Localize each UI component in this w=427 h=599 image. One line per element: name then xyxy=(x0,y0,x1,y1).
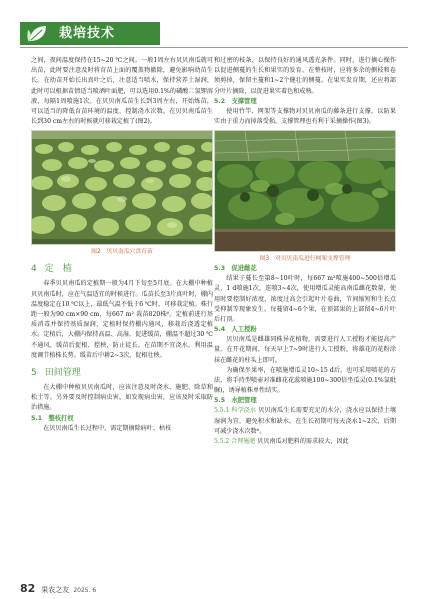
subsection-5-3-title: 5.3 促进雌花 xyxy=(214,265,257,273)
section-5-heading xyxy=(31,366,213,380)
figure-3-trellis-photo xyxy=(214,130,396,252)
journal-issue: 2025. 6 xyxy=(73,587,97,594)
section-4-title: 定 植 xyxy=(44,264,72,275)
figure-2-caption: 图2 贝贝南瓜穴盘育苗 xyxy=(91,249,153,256)
left-paragraph-1: 之间，夜间温度保持在15~20 ℃之间。一般1周左右贝贝南瓜就可出苗，此时要注意及时将育苗上面的覆盖物撤除，避免影响幼苗生长。在幼苗开始长出真叶之后，注意适当喷水，保持营养土湿润，此时可以根据苗情适当喷洒叶面肥，可以选用0.1%的磷酸二氢钾溶液，每隔1周喷施1次。在贝贝南瓜苗生长到3周左右，开始炼苗，可以适当的降低育苗环境的温度，控制浇水次数。在贝贝南瓜苗生长到30 cm左右的时候就可移栽定植了(图2)。 xyxy=(31,57,213,126)
left-column xyxy=(31,56,213,434)
section-header-title: 栽培技术 xyxy=(59,26,116,41)
subsection-5-5-1-title: 科学浇水 xyxy=(231,407,257,415)
subsection-5-1-title: 5.1 整枝打杈 xyxy=(31,414,74,422)
page-header xyxy=(0,0,427,52)
trellis-greenhouse-image xyxy=(215,131,396,252)
right-paragraph-6 xyxy=(214,406,396,437)
seedling-tray-image xyxy=(32,131,213,245)
right-paragraph-4: 贝贝南瓜是雌雄同株异花植物，需要进行人工授粉才能提高产量。在开花期间，每天早上7~9时进行人工授粉，将雄花的花粉涂抹在雌花的柱头上即可。 xyxy=(214,336,396,364)
subsection-5-5-2-text: 贝贝南瓜对肥料的需求较大，因此 xyxy=(257,438,349,446)
left-paragraph-3: 在大棚中种植贝贝南瓜时，应该注意及时浇水、施肥、除草和松土等。另外要及时控制病虫害，如发现病虫害，应该及时采取防治措施。 xyxy=(31,384,213,412)
right-paragraph-7 xyxy=(214,437,396,447)
section-4-heading xyxy=(31,262,213,276)
page-footer xyxy=(20,577,96,596)
subsection-5-4-title: 5.4 人工授粉 xyxy=(214,326,257,334)
subsection-5-2-title: 5.2 支撑管理 xyxy=(214,97,257,105)
subsection-5-5-title: 5.5 水肥管理 xyxy=(214,397,257,405)
section-5-number: 5 xyxy=(31,368,37,379)
subsection-5-5-1-text: 贝贝南瓜生长需要充足的水分，浇水应以保持土壤湿润为宜，避免积水和缺水。在生长初期可每天浇水1~2次，后期可减少浇水次数⁶。 xyxy=(214,407,397,435)
figure-2-seedlings-photo xyxy=(31,130,213,245)
subsection-5-5-1-number: 5.5.1 xyxy=(214,407,230,415)
right-paragraph-1: 和过密的枝条，以保持良好的通风透光条件。同时，进行摘心操作以促进侧蔓的生长和果实的发育。在整枝时，应将多余的侧枝和卷须剪掉，保留主蔓和1~2个健壮的侧蔓。在果实发育期，还应将部分叶片摘除，以促进果实着色和成熟。 xyxy=(214,57,396,95)
subsection-5-5-2-title: 合理施肥 xyxy=(231,438,256,446)
figure-3-caption: 图3 对贝贝南瓜进行网架支撑管理 xyxy=(259,256,351,263)
right-paragraph-3: 结果子蔓长至第8~10叶时，每667 m²喷施400~500倍增瓜灵，1 d喷施1次，连喷3~4次，使用增瓜灵能高南瓜雌花数量，使用时要控制好浓度，浓度过高会引起叶片卷曲，节间缩短和生长点受抑制等现象发生。每蔓留4~6个果，在顶部果的上部留4~6片叶后打顶。 xyxy=(214,275,396,324)
right-paragraph-5: 为确保坐果率，在喷施增瓜灵10~15 d后，也可采用喷花的方法，将手持型喷壶对准雌花花蕊喷施100~300倍坐瓜灵(0.1%氯吡脲)，诱导植株单性结实。 xyxy=(214,366,396,395)
page-number: 82 xyxy=(20,582,36,595)
right-paragraph-2: 使用竹竿、网架等支撑物对贝贝南瓜的藤条进行支撑，以防果实由于重力而掉落受损。支撑管理也有利于采摘操作(图3)。 xyxy=(214,107,396,126)
journal-name: 果农之友 xyxy=(41,586,70,594)
section-5-title: 田间管理 xyxy=(44,368,81,379)
subsection-5-5-2-number: 5.5.2 xyxy=(214,438,230,446)
right-column xyxy=(214,56,396,447)
left-paragraph-2: 春季贝贝南瓜的定植期一般为4月下旬至5月底。在大棚中种植贝贝南瓜时，应在气温适宜的时候进行。瓜苗长至3片真叶时，棚内温度稳定在10 ℃以上，最低气温不低于6 ℃时，可移栽定植。株行距一般为90 cm×90 cm，每667 m² 栽苗820株⁶。定植前进行基质消毒并保持基质湿润，定植时保持棚内通风，移栽后浇透定植水。定植后，大棚内保持高温、高湿，促进缓苗，棚温不超过30 ℃不通风，缓苗后促根、控秧，防止徒长。在苗期不宜浇水，利用温度调节植株长势。缓苗后中耕2~3次，促根壮秧。 xyxy=(31,280,213,359)
leaf-icon xyxy=(27,22,49,45)
header-divider xyxy=(20,47,408,48)
section-4-number: 4 xyxy=(31,264,37,275)
left-paragraph-4: 在贝贝南瓜生长过程中，需定期摘除病叶、枯枝 xyxy=(43,424,172,432)
